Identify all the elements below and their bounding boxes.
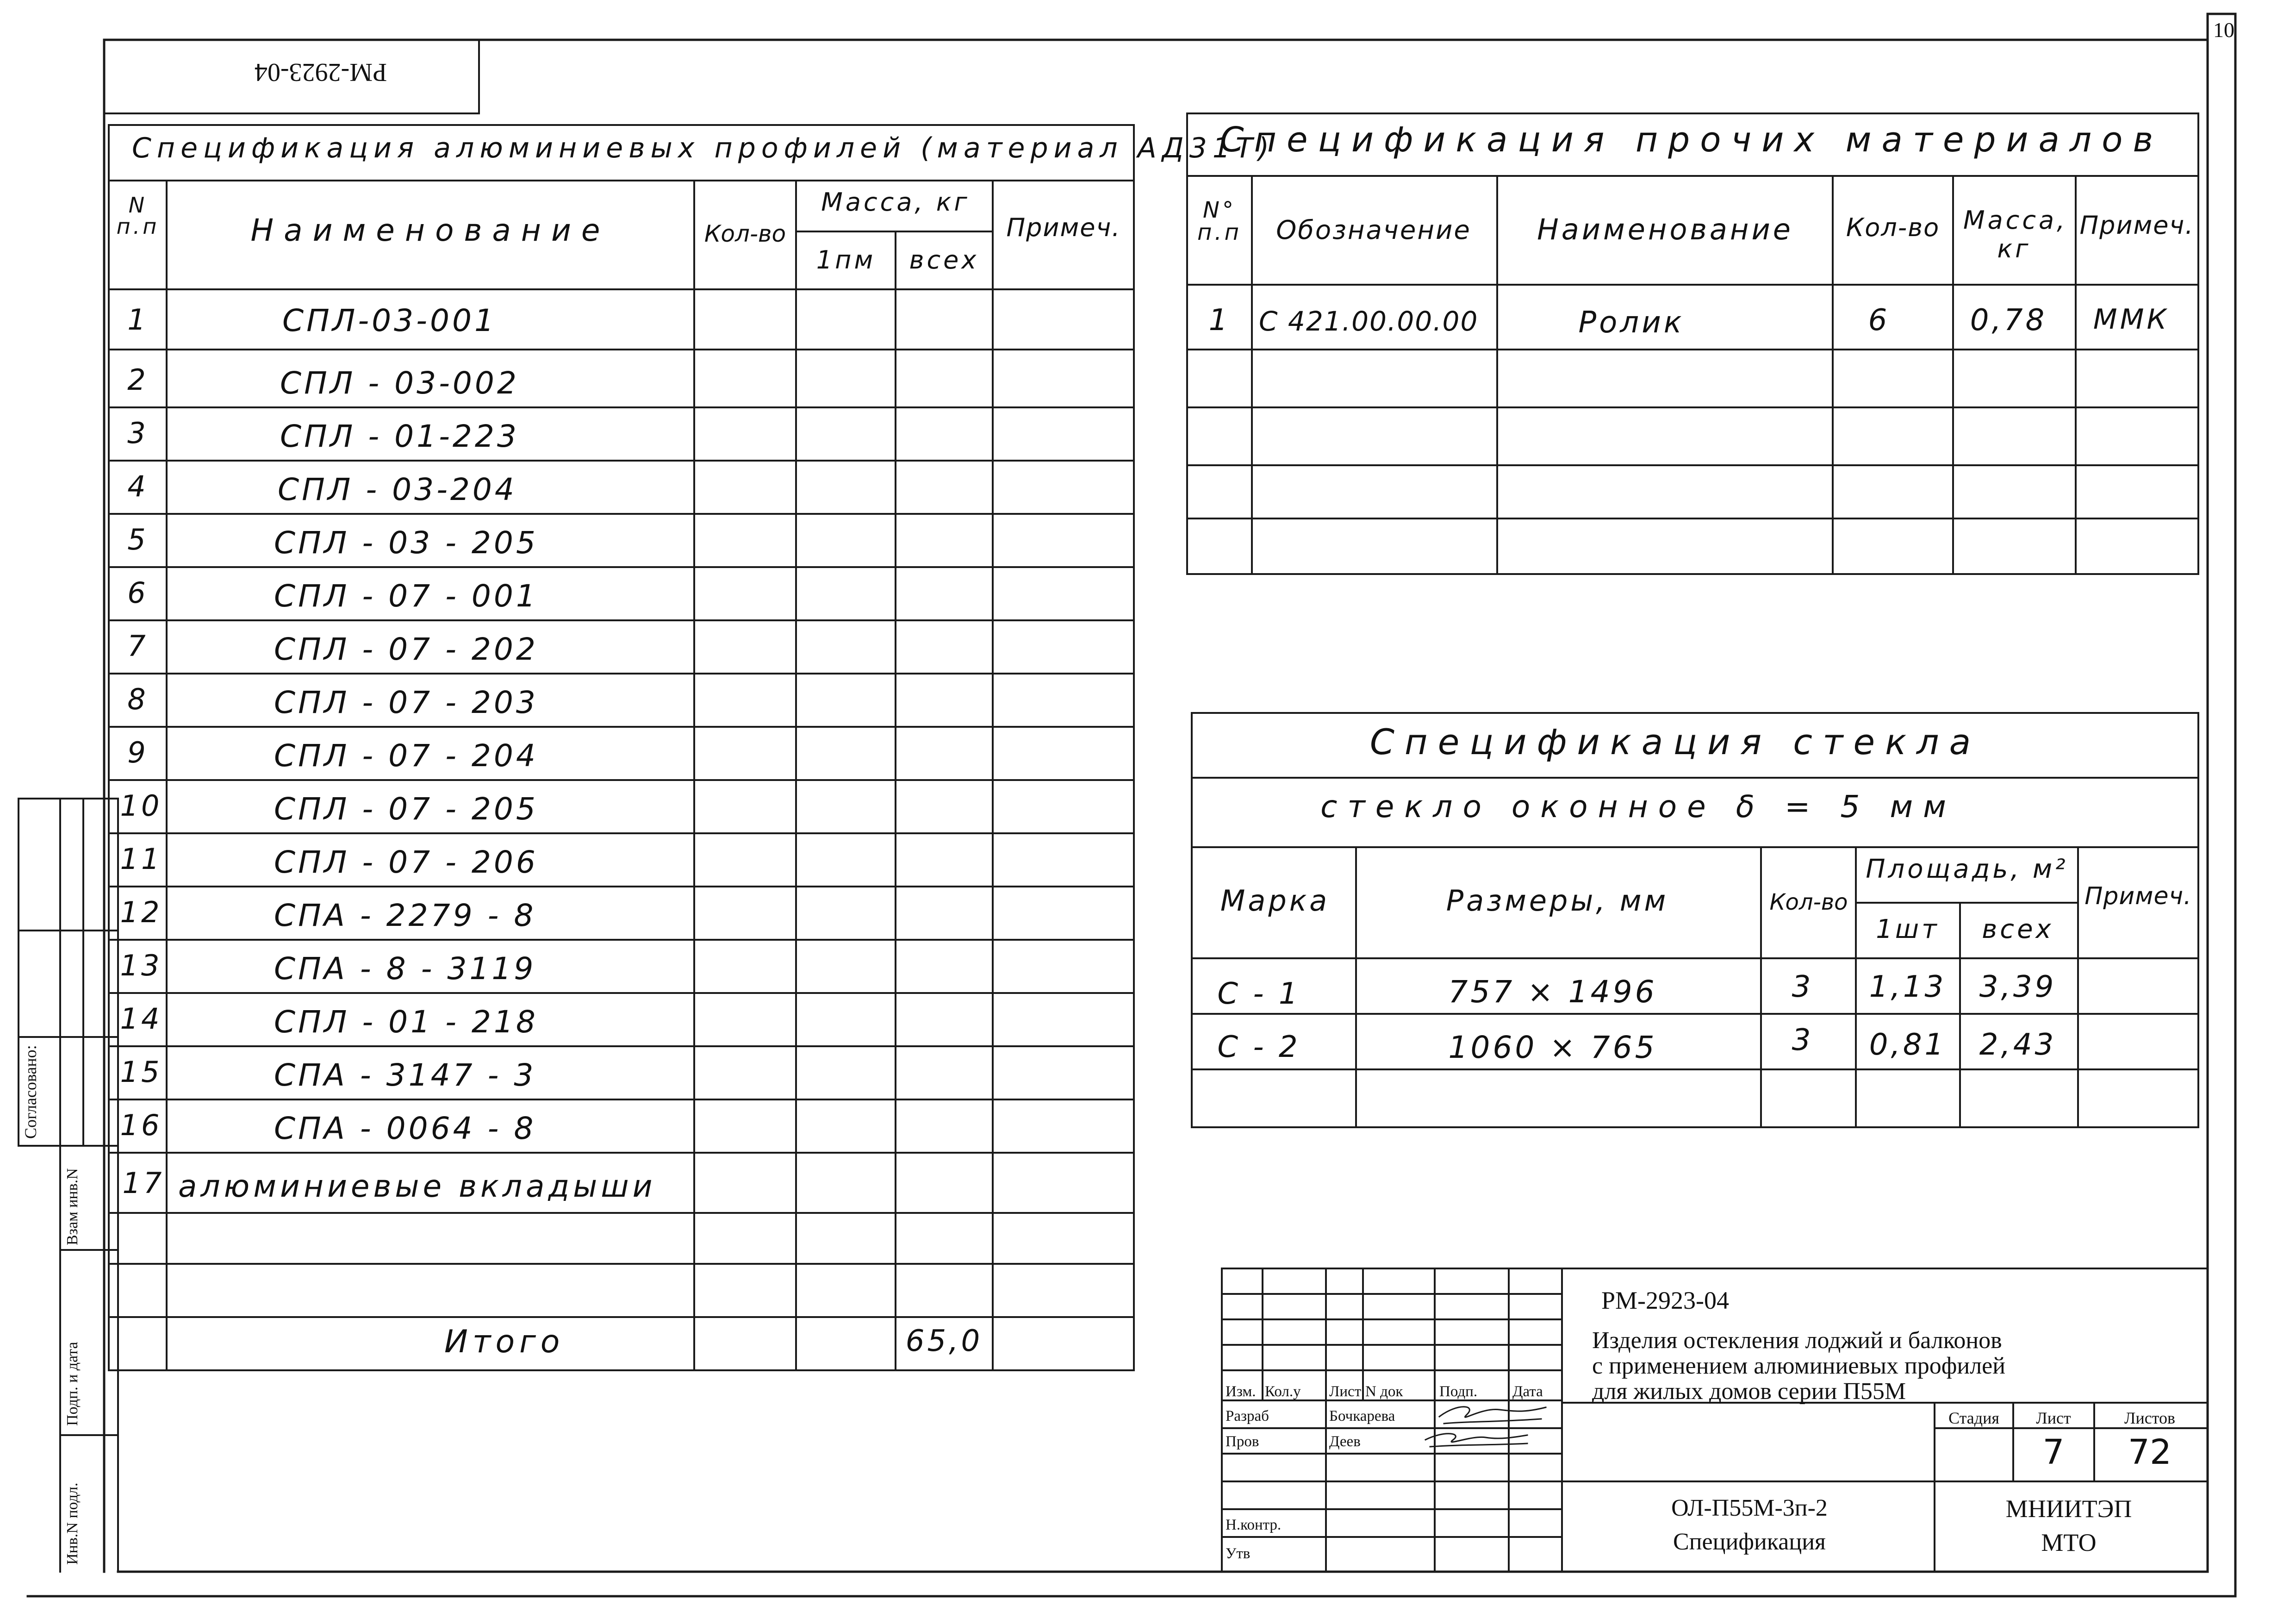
side-label-ref-no: Взам инв.N	[64, 1168, 81, 1245]
materials-row-name: Ролик	[1578, 306, 1685, 340]
profiles-total-label: Итого	[444, 1324, 565, 1360]
glass-row-qty: 3	[1792, 1023, 1814, 1057]
glass-row-size: 757 × 1496	[1448, 974, 1657, 1010]
title-col-data: Дата	[1512, 1383, 1543, 1400]
table-row-num: 14	[120, 1002, 162, 1036]
title-doc-title-2: с применением алюминиевых профилей	[1592, 1353, 2006, 1379]
table-row-name: СПЛ - 07 - 203	[274, 685, 538, 720]
table-row-name: СПЛ - 01 - 218	[274, 1004, 538, 1040]
title-org-1: МНИИТЭП	[2005, 1495, 2132, 1523]
glass-col-area-total: всех	[1982, 914, 2054, 944]
table-row-name: СПЛ - 07 - 206	[274, 844, 538, 880]
materials-row-mass: 0,78	[1970, 303, 2047, 337]
materials-col-mass: Масса, кг	[1963, 206, 2068, 264]
profiles-table-title: Спецификация алюминиевых профилей (материал АД31Т)	[132, 132, 1275, 164]
title-col-kolu: Кол.у	[1265, 1383, 1301, 1400]
glass-col-size: Размеры, мм	[1446, 884, 1669, 918]
materials-row-note: ММК	[2093, 303, 2170, 336]
table-row-name: СПЛ - 07 - 205	[274, 791, 538, 827]
title-col-list: Лист	[1329, 1383, 1362, 1400]
title-col-izm: Изм.	[1226, 1383, 1256, 1400]
table-row-num: 7	[127, 629, 149, 663]
table-row-name: алюминиевые вкладыши	[178, 1168, 656, 1204]
materials-table-lines	[1187, 113, 2198, 574]
side-label-agreed: Согласовано:	[21, 1045, 40, 1139]
profiles-col-note: Примеч.	[1006, 213, 1121, 242]
side-label-sign-date: Подп. и дата	[64, 1342, 81, 1426]
table-row-name: СПА - 2279 - 8	[274, 898, 536, 933]
title-drawing-code: ОЛ-П55М-3п-2	[1671, 1495, 1828, 1521]
table-row-num: 11	[120, 842, 162, 876]
profiles-col-qty: Кол-во	[704, 220, 786, 247]
title-developed-label: Разраб	[1226, 1408, 1269, 1424]
table-row-num: 13	[120, 949, 162, 982]
title-sheets-label: Листов	[2124, 1409, 2175, 1427]
glass-col-area: Площадь, м²	[1866, 854, 2068, 884]
table-row-name: СПЛ - 03-002	[280, 365, 519, 401]
materials-row-num: 1	[1208, 303, 1231, 337]
table-row-num: 12	[120, 895, 162, 929]
title-drawing-name: Спецификация	[1673, 1529, 1826, 1555]
table-row-num: 1	[127, 303, 149, 337]
materials-col-num: N° п.п	[1197, 197, 1242, 245]
materials-col-name: Наименование	[1537, 212, 1793, 246]
table-row-name: СПА - 3147 - 3	[274, 1057, 536, 1093]
glass-row-area-unit: 0,81	[1869, 1028, 1947, 1062]
signature-strokes	[1425, 1407, 1546, 1447]
profiles-col-num: N п.п	[116, 193, 160, 239]
table-row-name: СПЛ-03-001	[282, 303, 497, 338]
title-doc-title-3: для жилых домов серии П55М	[1592, 1378, 1906, 1405]
title-norm-control: Н.контр.	[1226, 1517, 1282, 1533]
profiles-col-mass: Масса, кг	[821, 187, 970, 217]
table-row-name: СПА - 0064 - 8	[274, 1111, 536, 1146]
table-row-num: 3	[127, 416, 149, 450]
table-row-name: СПЛ - 07 - 204	[274, 738, 538, 774]
table-row-name: СПЛ - 03-204	[278, 472, 517, 507]
table-row-name: СПА - 8 - 3119	[274, 951, 536, 987]
title-checked-name: Деев	[1329, 1433, 1361, 1450]
table-row-num: 2	[127, 363, 149, 397]
glass-col-area-unit: 1шт	[1876, 914, 1940, 944]
glass-table-subtitle: стекло оконное δ = 5 мм	[1320, 789, 1956, 824]
glass-row-area-total: 2,43	[1979, 1028, 2057, 1062]
table-row-num: 4	[127, 469, 149, 503]
table-row-num: 6	[127, 576, 149, 610]
table-row-num: 16	[120, 1108, 162, 1142]
table-row-name: СПЛ - 07 - 202	[274, 631, 538, 667]
materials-table-title: Спецификация прочих материалов	[1220, 120, 2164, 160]
title-doc-title-1: Изделия остекления лоджий и балконов	[1592, 1327, 2002, 1354]
title-col-podp: Подп.	[1439, 1383, 1478, 1400]
glass-row-qty: 3	[1792, 970, 1814, 1004]
title-checked-label: Пров	[1226, 1433, 1259, 1450]
glass-row-mark: С - 2	[1217, 1030, 1300, 1064]
profiles-col-mass-total: всех	[909, 245, 979, 275]
glass-row-mark: С - 1	[1217, 977, 1300, 1011]
materials-col-qty: Кол-во	[1846, 213, 1940, 242]
table-row-name: СПЛ - 03 - 205	[274, 525, 538, 561]
materials-row-qty: 6	[1868, 303, 1890, 337]
table-row-num: 10	[120, 789, 162, 823]
title-sheet-label: Лист	[2036, 1409, 2071, 1427]
table-row-num: 15	[120, 1055, 162, 1089]
materials-col-designation: Обозначение	[1276, 215, 1471, 245]
materials-row-designation: С 421.00.00.00	[1259, 306, 1479, 337]
profiles-col-name: Наименование	[250, 212, 610, 248]
title-col-ndoc: N док	[1365, 1383, 1403, 1400]
glass-col-qty: Кол-во	[1769, 889, 1848, 915]
title-stage-label: Стадия	[1948, 1409, 1999, 1427]
top-stamp-code: РМ-2923-04	[255, 58, 387, 87]
profiles-col-mass-unit: 1пм	[816, 245, 876, 275]
title-approved: Утв	[1226, 1545, 1251, 1562]
glass-row-area-unit: 1,13	[1869, 970, 1947, 1004]
table-row-name: СПЛ - 01-223	[280, 418, 519, 454]
table-row-num: 17	[122, 1166, 165, 1200]
table-row-name: СПЛ - 07 - 001	[274, 578, 538, 614]
title-org-2: МТО	[2041, 1529, 2097, 1556]
title-doc-code: РМ-2923-04	[1601, 1287, 1730, 1314]
glass-table-title: Спецификация стекла	[1369, 721, 1981, 762]
side-label-inv-no: Инв.N подл.	[64, 1482, 81, 1565]
title-sheets-value: 72	[2128, 1432, 2172, 1472]
sheet-number: 10	[2213, 18, 2234, 42]
table-row-num: 8	[127, 682, 149, 716]
table-row-num: 5	[127, 523, 149, 556]
title-sheet-value: 7	[2042, 1432, 2065, 1472]
profiles-total-value: 65,0	[905, 1324, 983, 1358]
glass-col-note: Примеч.	[2084, 882, 2192, 910]
table-row-num: 9	[127, 736, 149, 769]
glass-col-mark: Марка	[1220, 884, 1330, 918]
glass-row-size: 1060 × 765	[1448, 1030, 1657, 1065]
materials-col-note: Примеч.	[2079, 211, 2194, 240]
title-developed-name: Бочкарева	[1329, 1408, 1395, 1424]
glass-row-area-total: 3,39	[1979, 970, 2057, 1004]
